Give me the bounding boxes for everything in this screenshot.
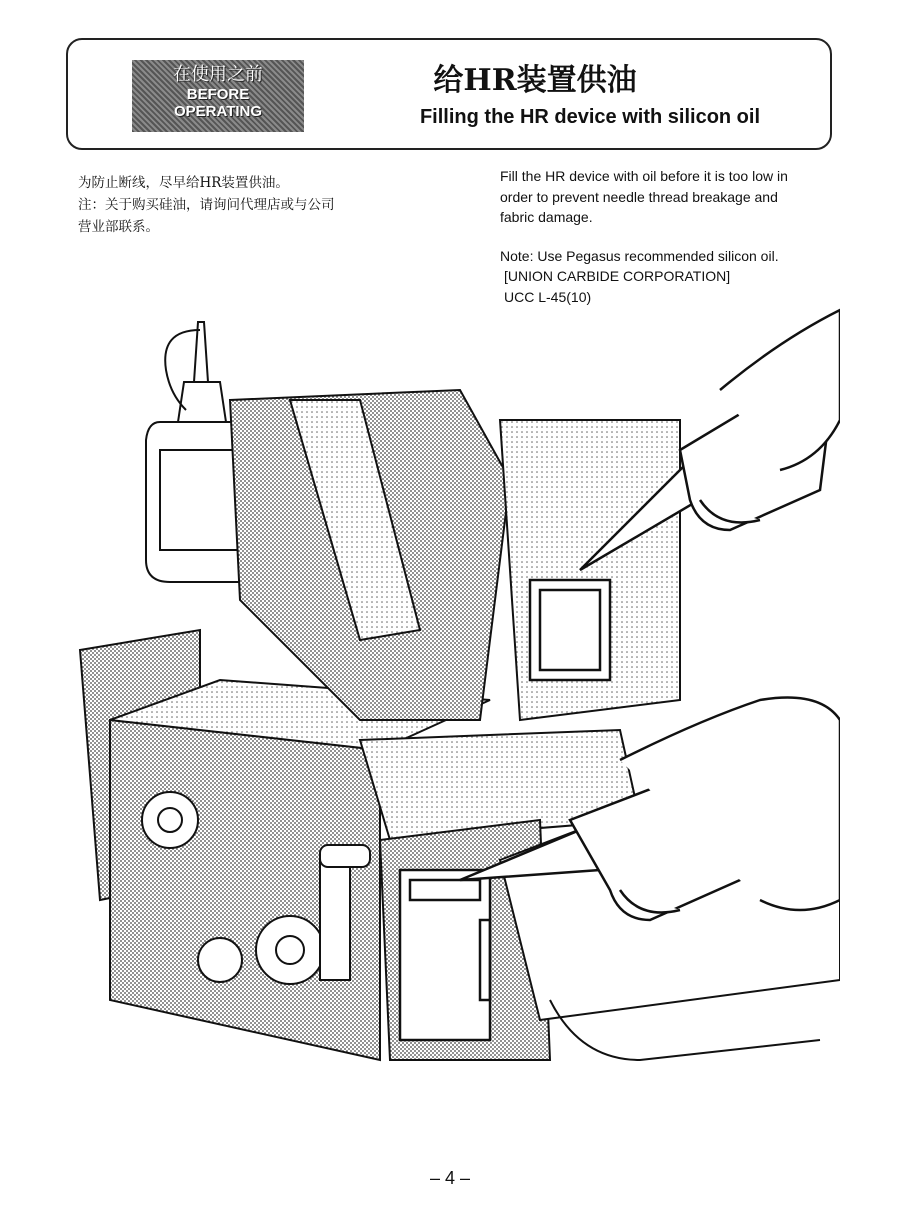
sewing-machine-illustration — [60, 300, 840, 1100]
chinese-line-3: 营业部联系。 — [78, 219, 159, 235]
page-title-chinese: 给HR装置供油 — [433, 63, 637, 98]
page-number: – 4 – — [429, 1168, 471, 1188]
english-line-1: Fill the HR device with oil before it is too low in — [500, 168, 788, 184]
page-title-english: Filling the HR device with silicon oil — [419, 106, 761, 128]
badge-english-label-2: OPERATING — [173, 103, 263, 120]
hr-device-upper — [530, 580, 610, 680]
english-instructions — [500, 166, 830, 307]
english-line-3: fabric damage. — [500, 209, 593, 225]
chinese-line-1: 为防止断线，尽早给HR装置供油。 — [78, 175, 289, 191]
english-line-2: order to prevent needle thread breakage and — [500, 188, 778, 205]
chinese-instructions — [78, 172, 418, 238]
hr-device-lower — [400, 870, 490, 1040]
badge-english-label-1: BEFORE — [186, 86, 250, 103]
before-operating-badge — [132, 60, 304, 132]
note-line-1: Note: Use Pegasus recommended silicon oil. — [500, 247, 779, 264]
badge-chinese-label: 在使用之前 — [173, 64, 263, 85]
note-line-3: UCC L-45(10) — [504, 288, 592, 305]
chinese-line-2: 注：关于购买硅油，请询问代理店或与公司 — [78, 197, 335, 213]
note-line-2: [UNION CARBIDE CORPORATION] — [504, 268, 731, 284]
